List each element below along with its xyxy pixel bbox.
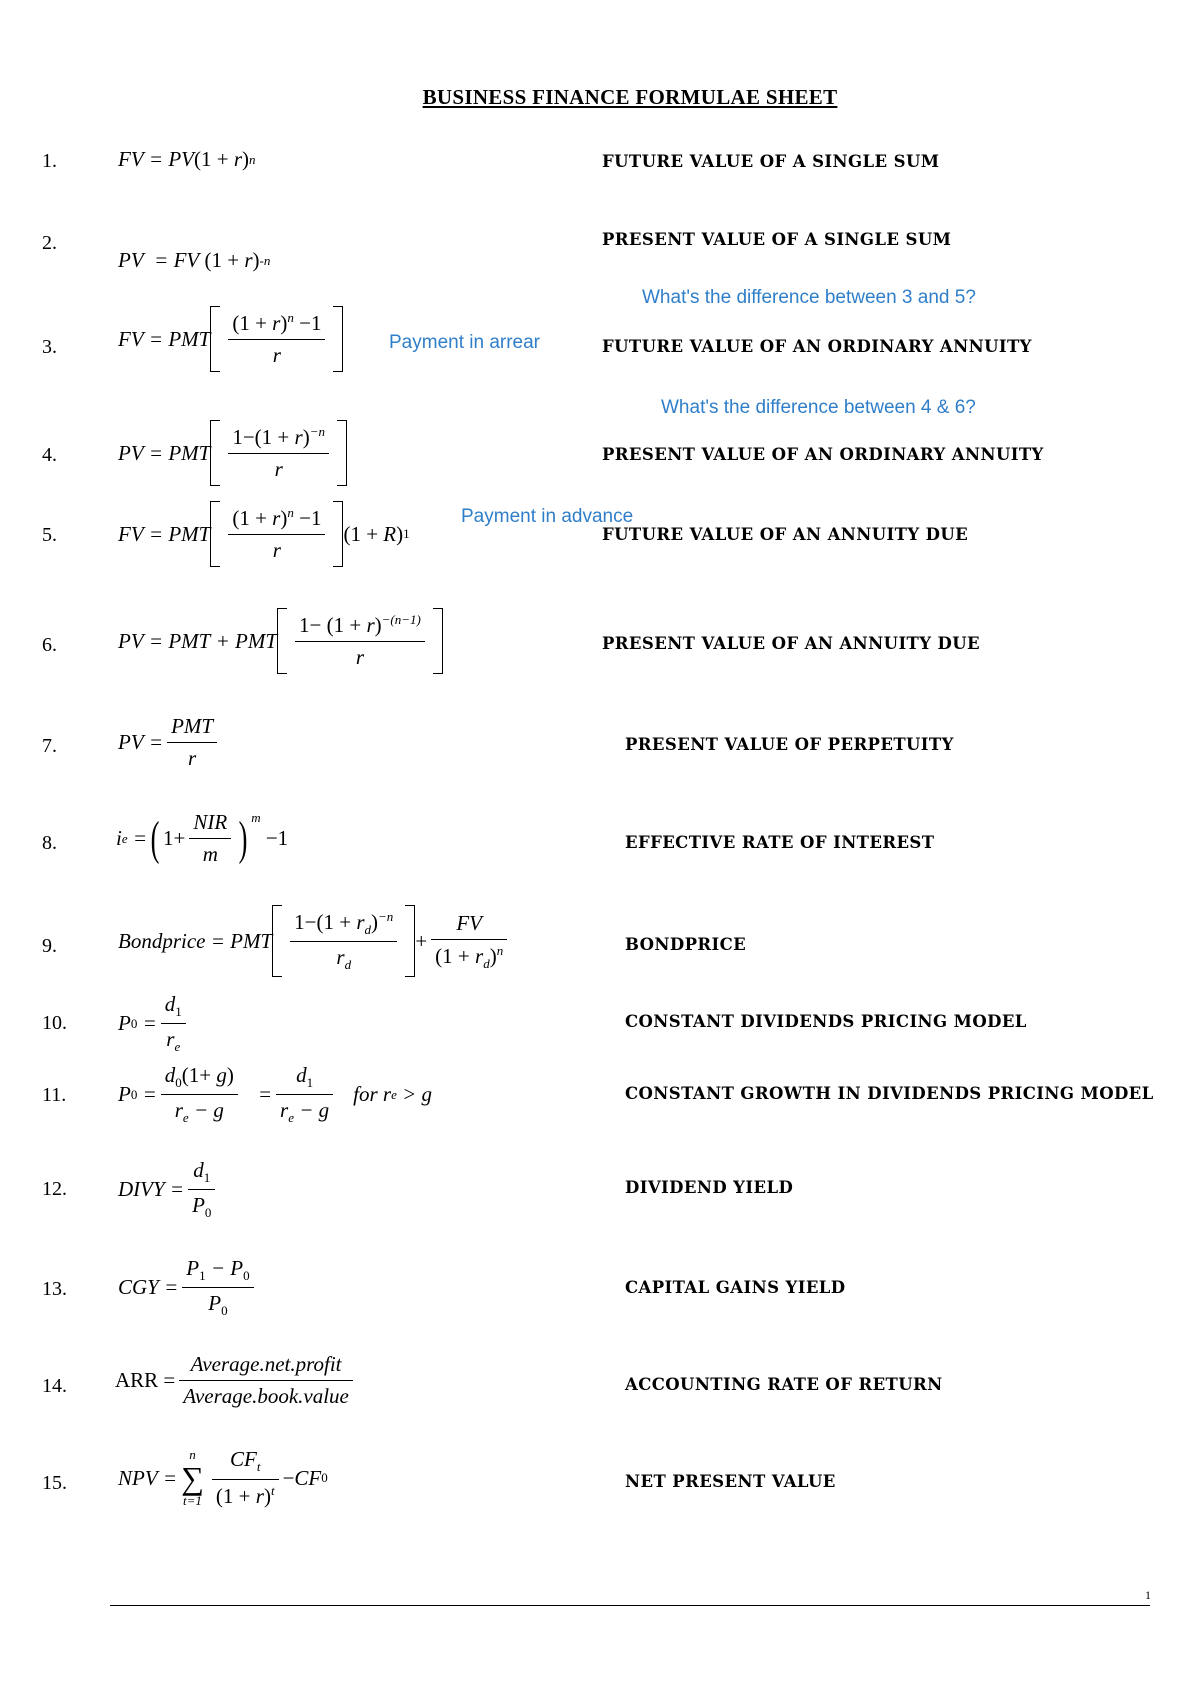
formula-2-equation: PV = FV (1 + r ) -n bbox=[118, 248, 271, 272]
formula-number: 5. bbox=[42, 524, 57, 546]
formula-number: 8. bbox=[42, 832, 57, 854]
formula-14-equation: ARR = $\frac{\text{Average.net.profit}}{\text{Average.book.value}}$ bbox=[115, 1352, 357, 1409]
formula-7-equation: PV = $\frac{\text{PMT}}{r}$ bbox=[118, 714, 221, 771]
formula-description: FUTURE VALUE OF AN ANNUITY DUE bbox=[602, 525, 969, 544]
annotation-note: What's the difference between 4 & 6? bbox=[661, 397, 976, 418]
formula-number: 3. bbox=[42, 336, 57, 358]
formula-description: CONSTANT GROWTH IN DIVIDENDS PRICING MODEL bbox=[625, 1084, 1154, 1103]
formula-4-equation: PV = PMT $\frac{1-(1 + r)^{-n}}{r}$ bbox=[118, 420, 347, 486]
formula-description: PRESENT VALUE OF PERPETUITY bbox=[625, 735, 954, 754]
formula-12-equation: DIVY = $\frac{d_1}{P_0}$ bbox=[118, 1158, 219, 1221]
formula-6-equation: PV = PMT + PMT $\frac{1- (1 + r)^{-(n-1)}}{r}$ bbox=[118, 608, 443, 674]
formula-description: ACCOUNTING RATE OF RETURN bbox=[625, 1375, 943, 1394]
formula-description: NET PRESENT VALUE bbox=[625, 1472, 836, 1491]
formula-description: CONSTANT DIVIDENDS PRICING MODEL bbox=[625, 1012, 1027, 1031]
formula-5-equation: FV = PMT $\frac{(1 + r)^n -1}{r}$ (1 + R ) 1 bbox=[118, 501, 410, 567]
formula-number: 12. bbox=[42, 1178, 67, 1200]
formula-description: FUTURE VALUE OF A SINGLE SUM bbox=[602, 152, 940, 171]
formula-description: PRESENT VALUE OF A SINGLE SUM bbox=[602, 230, 952, 249]
page-title: BUSINESS FINANCE FORMULAE SHEET bbox=[422, 85, 838, 109]
annotation-note: Payment in advance bbox=[461, 506, 634, 527]
annotation-note: What's the difference between 3 and 5? bbox=[642, 287, 976, 308]
formula-description: FUTURE VALUE OF AN ORDINARY ANNUITY bbox=[602, 337, 1032, 356]
formula-description: CAPITAL GAINS YIELD bbox=[625, 1278, 846, 1297]
formula-9-equation: Bondprice = PMT $\frac{1-(1 + r_d)^{-n}}{r_d}$ + $\frac{FV}{(1 + r_d)^n}$ bbox=[118, 905, 511, 977]
formula-number: 10. bbox=[42, 1012, 67, 1034]
formula-number: 14. bbox=[42, 1375, 67, 1397]
formula-description: PRESENT VALUE OF AN ANNUITY DUE bbox=[602, 634, 981, 653]
formula-description: DIVIDEND YIELD bbox=[625, 1178, 794, 1197]
formula-number: 11. bbox=[42, 1084, 67, 1106]
footer-rule bbox=[110, 1605, 1150, 1606]
formula-description: EFFECTIVE RATE OF INTEREST bbox=[625, 833, 935, 852]
formula-description: BONDPRICE bbox=[625, 935, 747, 954]
formula-8-equation: i e = ( 1+ $\frac{\text{NIR}}{m}$ ) $^m$ −1 bbox=[116, 810, 289, 866]
formula-13-equation: CGY = $\frac{P_1 - P_0}{P_0}$ bbox=[118, 1256, 258, 1319]
formula-3-equation: FV = PMT $\frac{(1 + r)^n -1}{r}$ bbox=[118, 306, 343, 372]
formula-number: 13. bbox=[42, 1278, 67, 1300]
formula-number: 4. bbox=[42, 444, 57, 466]
formula-10-equation: P 0 = $\frac{d_1}{r_e}$ bbox=[118, 992, 190, 1055]
formula-number: 15. bbox=[42, 1472, 67, 1494]
formula-15-equation: NPV = n ∑ t=1 $\frac{CF_t}{(1 + r)^t}$ − CF 0 bbox=[118, 1447, 328, 1508]
formula-number: 2. bbox=[42, 232, 57, 254]
formula-number: 1. bbox=[42, 150, 57, 172]
formula-description: PRESENT VALUE OF AN ORDINARY ANNUITY bbox=[602, 445, 1044, 464]
formula-number: 7. bbox=[42, 735, 57, 757]
annotation-note: Payment in arrear bbox=[389, 332, 541, 353]
formula-number: 9. bbox=[42, 935, 57, 957]
formula-number: 6. bbox=[42, 634, 57, 656]
formula-1-equation: FV = PV (1 + r ) n bbox=[118, 147, 256, 171]
formula-11-equation: P 0 = $\frac{d_0(1+ g)}{r_e - g}$ = $\frac{d_1}{r_e - g}$ for r e > g bbox=[118, 1063, 433, 1126]
page-number: 1 bbox=[1145, 1588, 1151, 1602]
